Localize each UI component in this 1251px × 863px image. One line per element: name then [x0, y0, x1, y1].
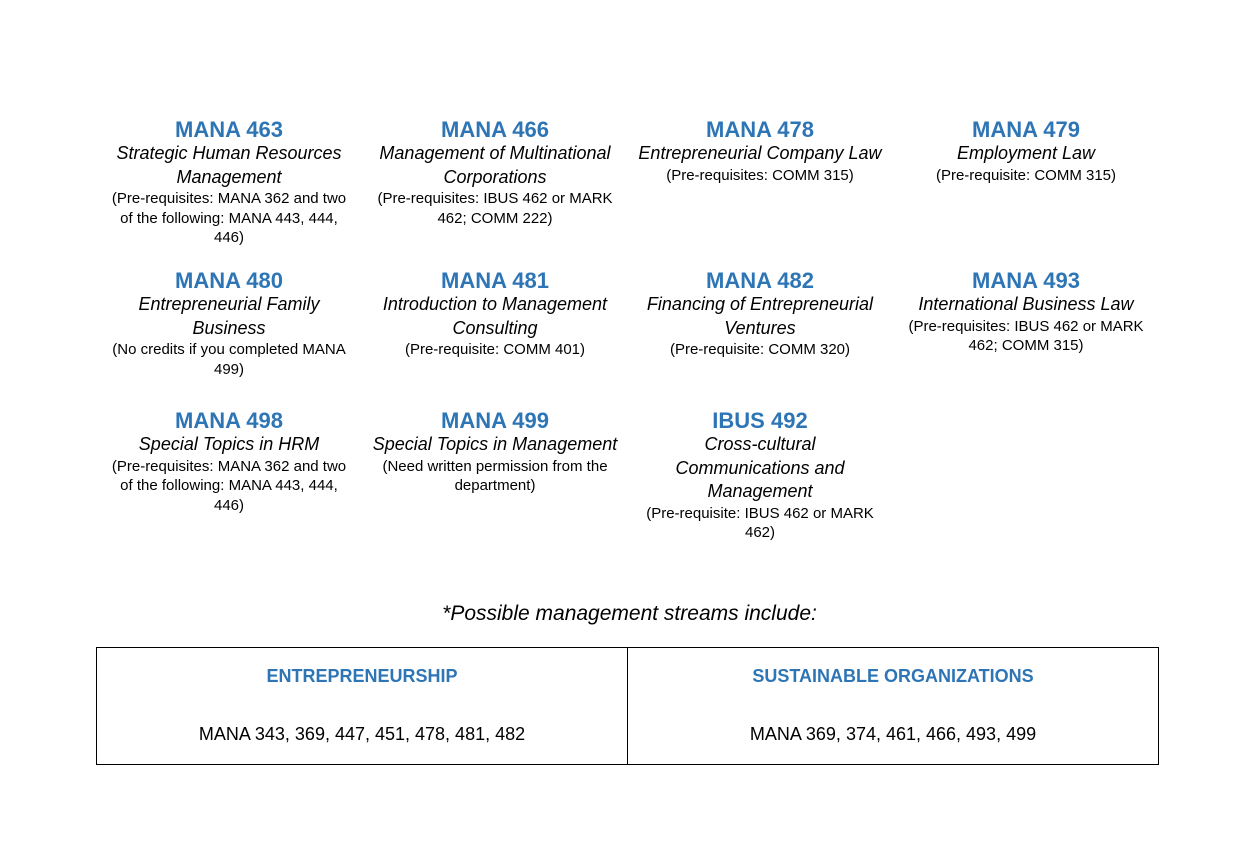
course-code: IBUS 492 [712, 408, 808, 433]
course-mana-479 [901, 118, 1151, 185]
course-title: Entrepreneurial Company Law [638, 143, 882, 163]
course-prerequisites: (Pre-requisites: IBUS 462 or MARK 462; COMM 222) [377, 190, 613, 227]
course-code: MANA 466 [441, 117, 549, 142]
course-code: MANA 480 [175, 268, 283, 293]
course-code: MANA 499 [441, 408, 549, 433]
course-title: Cross-cultural Communications and Management [675, 434, 845, 501]
course-mana-493 [901, 269, 1151, 356]
course-prerequisites: (Pre-requisite: COMM 315) [935, 166, 1117, 184]
course-code: MANA 498 [175, 408, 283, 433]
course-title: Introduction to Management Consulting [382, 294, 608, 338]
course-title: Strategic Human Resources Management [116, 143, 342, 187]
course-title: Entrepreneurial Family Business [138, 294, 320, 338]
stream-courses: MANA 343, 369, 447, 451, 478, 481, 482 [198, 724, 526, 744]
course-ibus-492 [635, 409, 885, 543]
course-code: MANA 479 [972, 117, 1080, 142]
course-code: MANA 482 [706, 268, 814, 293]
course-title: Financing of Entrepreneurial Ventures [646, 294, 874, 338]
stream-entrepreneurship [97, 648, 627, 764]
course-mana-463 [104, 118, 354, 248]
course-prerequisites: (Pre-requisite: COMM 401) [404, 341, 586, 358]
course-prerequisites: (Need written permission from the department) [382, 457, 608, 494]
course-prerequisites: (Pre-requisites: COMM 315) [666, 166, 854, 184]
course-mana-498 [104, 409, 354, 515]
course-mana-482 [635, 269, 885, 360]
stream-name: ENTREPRENEURSHIP [266, 666, 458, 686]
course-prerequisites: (Pre-requisites: MANA 362 and two of the following: MANA 443, 444, 446) [111, 190, 347, 246]
stream-name: SUSTAINABLE ORGANIZATIONS [752, 666, 1034, 686]
course-title: Special Topics in Management [372, 434, 618, 454]
course-title: International Business Law [918, 294, 1134, 314]
streams-heading: *Possible management streams include: [442, 602, 817, 625]
course-code: MANA 493 [972, 268, 1080, 293]
course-prerequisites: (Pre-requisites: IBUS 462 or MARK 462; COMM 315) [908, 317, 1144, 354]
course-title: Special Topics in HRM [138, 434, 320, 454]
course-title: Management of Multinational Corporations [379, 143, 611, 187]
stream-sustainable-organizations [627, 648, 1158, 764]
course-code: MANA 478 [706, 117, 814, 142]
course-code: MANA 463 [175, 117, 283, 142]
streams-table [96, 647, 1159, 765]
course-code: MANA 481 [441, 268, 549, 293]
course-mana-478 [635, 118, 885, 185]
stream-courses: MANA 369, 374, 461, 466, 493, 499 [749, 724, 1037, 744]
course-mana-481 [370, 269, 620, 360]
course-mana-480 [104, 269, 354, 379]
course-prerequisites: (No credits if you completed MANA 499) [112, 341, 346, 378]
course-title: Employment Law [956, 143, 1096, 163]
course-prerequisites: (Pre-requisites: MANA 362 and two of the following: MANA 443, 444, 446) [111, 457, 347, 514]
course-mana-499 [370, 409, 620, 496]
course-prerequisites: (Pre-requisite: IBUS 462 or MARK 462) [646, 504, 874, 541]
course-prerequisites: (Pre-requisite: COMM 320) [669, 341, 851, 358]
course-mana-466 [370, 118, 620, 228]
